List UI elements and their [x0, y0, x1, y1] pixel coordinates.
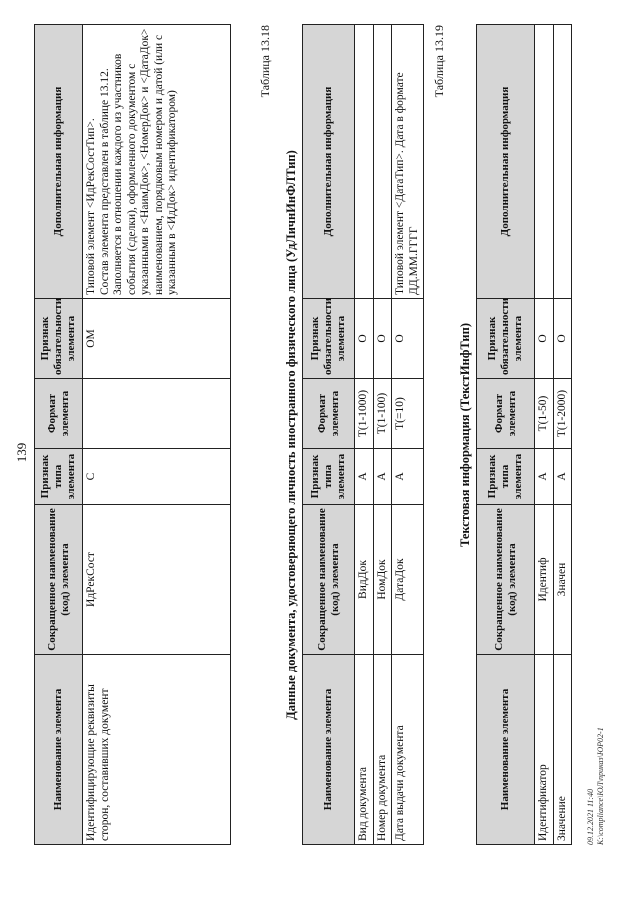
- cell-req: ОМ: [83, 299, 231, 379]
- cell-format: Т(1-100): [373, 379, 392, 449]
- cell-type: А: [355, 449, 374, 505]
- table-row: [392, 25, 424, 845]
- header-req: Признак обязательности элемента: [477, 299, 535, 379]
- footer-path: К:\compliance\ЮЛ\приказ\ЮР02-1: [596, 727, 606, 845]
- cell-code: НомДок: [373, 505, 392, 655]
- footer: [586, 445, 607, 845]
- cell-req: О: [553, 299, 572, 379]
- cell-format: [83, 379, 231, 449]
- cell-code: ДатаДок: [392, 505, 424, 655]
- page-number: 139: [14, 442, 29, 463]
- header-type: Признак типа элемента: [303, 449, 355, 505]
- info-line: Типовой элемент <ИдРекСостТип>.: [85, 118, 97, 295]
- cell-info: [83, 25, 231, 299]
- table-18-label: Таблица 13.18: [258, 25, 272, 98]
- table-row: [373, 25, 392, 845]
- table-row: [535, 25, 554, 845]
- table-18-heading: Данные документа, удостоверяющего личность иностранного физического лица (УдЛичнИнФЛТип): [284, 150, 298, 720]
- table-row: [355, 25, 374, 845]
- header-req: Признак обязательности элемента: [303, 299, 355, 379]
- cell-req: О: [373, 299, 392, 379]
- cell-name: Значение: [553, 655, 572, 845]
- table-13-18: [302, 24, 424, 845]
- table-13-19: [476, 24, 572, 845]
- header-type: Признак типа элемента: [477, 449, 535, 505]
- cell-type: А: [553, 449, 572, 505]
- table-row: [553, 25, 572, 845]
- cell-info: [355, 25, 374, 299]
- cell-code: Идентиф: [535, 505, 554, 655]
- cell-name: Номер документа: [373, 655, 392, 845]
- cell-info: [373, 25, 392, 299]
- header-code: Сокращенное наименование (код) элемента: [35, 505, 83, 655]
- cell-info: Типовой элемент <ДатаТип>. Дата в формате ДД.ММ.ГГГГ: [392, 25, 424, 299]
- header-req: Признак обязательности элемента: [35, 299, 83, 379]
- cell-type: А: [392, 449, 424, 505]
- header-format: Формат элемента: [35, 379, 83, 449]
- cell-name: Идентифицирующие реквизиты сторон, составивших документ: [83, 655, 231, 845]
- cell-format: Т(1-2000): [553, 379, 572, 449]
- footer-datetime: 09.12.2021 11:40: [586, 788, 595, 845]
- cell-code: Значен: [553, 505, 572, 655]
- table-19-label: Таблица 13.19: [432, 25, 446, 98]
- table-19-heading: Текстовая информация (ТекстИнфТип): [458, 323, 472, 548]
- cell-req: О: [392, 299, 424, 379]
- cell-format: Т(1-1000): [355, 379, 374, 449]
- table-row: [83, 25, 231, 845]
- table-continuation: [34, 24, 231, 845]
- cell-req: О: [355, 299, 374, 379]
- cell-name: Вид документа: [355, 655, 374, 845]
- header-name: Наименование элемента: [35, 655, 83, 845]
- header-info: Дополнительная информация: [35, 25, 83, 299]
- cell-name: Дата выдачи документа: [392, 655, 424, 845]
- cell-code: ВидДок: [355, 505, 374, 655]
- header-name: Наименование элемента: [477, 655, 535, 845]
- cell-req: О: [535, 299, 554, 379]
- header-info: Дополнительная информация: [303, 25, 355, 299]
- header-info: Дополнительная информация: [477, 25, 535, 299]
- info-line: Заполняется в отношении каждого из участников события (сделки), оформленного документом с указанными в <НаимДок>, <НомерДок> и <ДатаДок> наименованием, порядковым номером и датой (или с указанным в <ИдДок> идентификатором): [112, 28, 179, 295]
- header-code: Сокращенное наименование (код) элемента: [477, 505, 535, 655]
- cell-code: ИдРекСост: [83, 505, 231, 655]
- header-code: Сокращенное наименование (код) элемента: [303, 505, 355, 655]
- cell-info: [535, 25, 554, 299]
- header-format: Формат элемента: [303, 379, 355, 449]
- cell-format: Т(1-50): [535, 379, 554, 449]
- cell-type: А: [373, 449, 392, 505]
- header-format: Формат элемента: [477, 379, 535, 449]
- cell-name: Идентификатор: [535, 655, 554, 845]
- cell-type: С: [83, 449, 231, 505]
- info-line: Состав элемента представлен в таблице 13.12.: [98, 68, 111, 295]
- cell-format: Т(=10): [392, 379, 424, 449]
- header-name: Наименование элемента: [303, 655, 355, 845]
- cell-info: [553, 25, 572, 299]
- header-type: Признак типа элемента: [35, 449, 83, 505]
- cell-type: А: [535, 449, 554, 505]
